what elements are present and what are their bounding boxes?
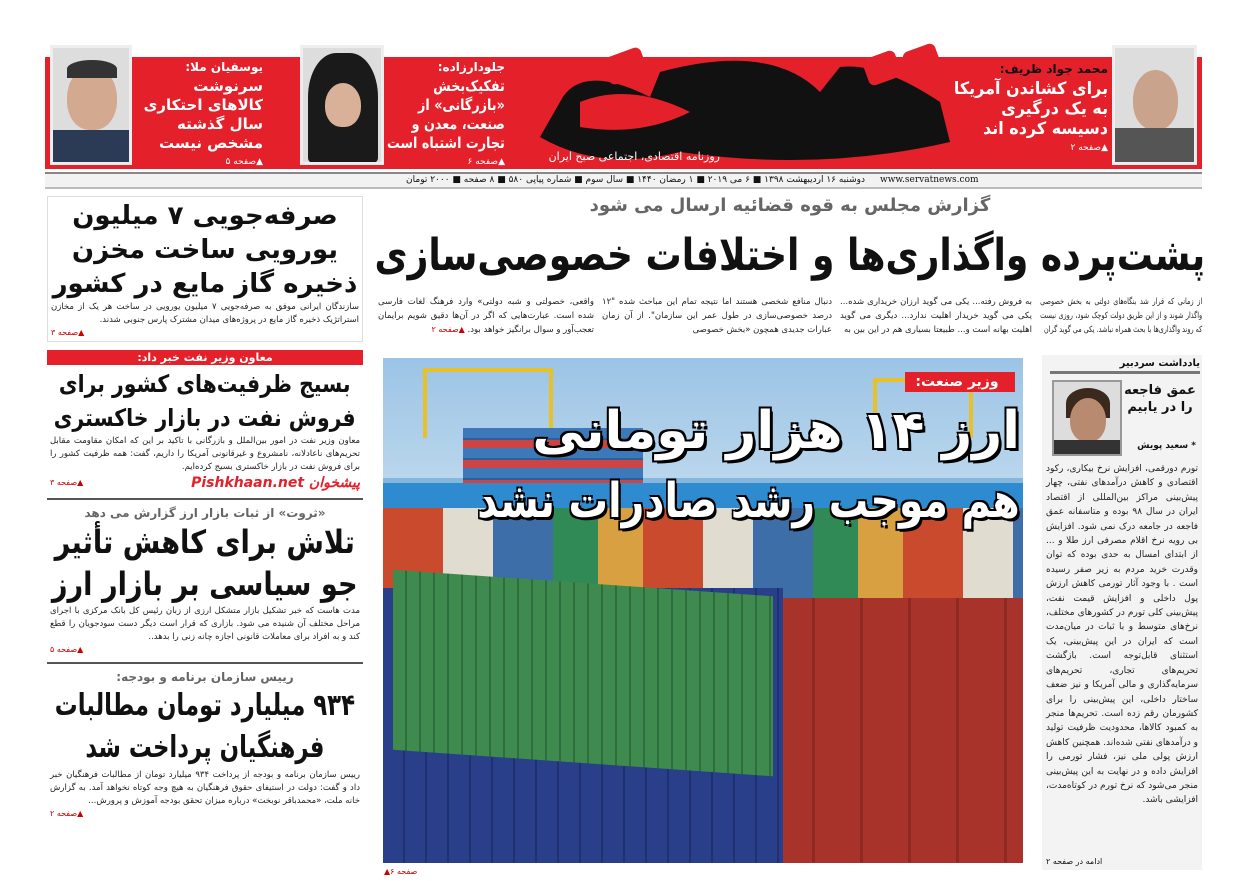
story-box: [47, 196, 363, 342]
lead-headline[interactable]: پشت‌پرده واگذاری‌ها و اختلافات خصوصی‌سازی: [374, 230, 1205, 281]
pishkhaan-watermark: پیشخوان Pishkhaan.net: [191, 475, 360, 491]
left-story-headline[interactable]: صرفه‌جویی ۷ میلیون یورویی ساخت مخزن ذخیره گاز مایع در کشور: [52, 201, 358, 299]
lead-column-last: [378, 295, 594, 337]
teaser-kicker: یوسفیان ملا:: [185, 60, 263, 74]
lead-column: واقعی، خصولتی و شبه دولتی» وارد فرهنگ لغات فارسی شده است. عبارت‌هایی که اگر در آن‌ها دقیق شویم برایمان تعجب‌آور و سوال برانگیز خواهد بود.: [378, 297, 594, 335]
teaser-photo-yousefian: [50, 45, 132, 165]
teaser-yousefian: [135, 60, 263, 168]
divider: [47, 662, 363, 664]
page-ref[interactable]: ▲صفحه ۳: [51, 328, 85, 337]
teaser-zarif: [950, 62, 1108, 154]
teaser-jelodarzadeh: [387, 60, 505, 168]
story-currency: [47, 503, 363, 658]
left-story-headline[interactable]: ۹۳۴ میلیارد تومان مطالبات فرهنگیان پرداخت شد: [54, 688, 356, 765]
left-story-headline[interactable]: بسیج ظرفیت‌های کشور برای فروش نفت در بازار خاکستری: [54, 370, 356, 432]
teaser-kicker: محمد جواد ظریف:: [999, 62, 1108, 76]
editorial-author: * سعید پویش: [1137, 441, 1196, 451]
left-story-headline[interactable]: تلاش برای کاهش تأثیر جو سیاسی بر بازار ارز: [52, 523, 358, 603]
teaser-page[interactable]: ▲صفحه ۲: [1070, 143, 1108, 153]
date-bar: [45, 172, 1202, 189]
left-story-body: معاون وزیر نفت در امور بین‌الملل و بازرگانی با تاکید بر این که امکان مقاومت مقابل تحریم‌های ناعادلانه، نامشروع و غیرقانونی آمریکا را داریم، گفت: همه ظرفیت کشور را برای فروش نفت در بازار خاکستری بسیج کرده‌ایم.: [50, 436, 360, 472]
lead-kicker: گزارش مجلس به قوه قضائیه ارسال می شود: [589, 195, 991, 216]
story-teachers: [47, 667, 363, 822]
teaser-page[interactable]: ▲صفحه ۵: [225, 157, 263, 167]
page-ref[interactable]: ▲صفحه ۳: [50, 478, 84, 487]
green-container: [393, 570, 773, 777]
teaser-title[interactable]: سرنوشت کالاهای احتکاری سال گذشته مشخص نیست: [143, 77, 263, 152]
lead-page-ref[interactable]: ▲صفحه ۲: [431, 325, 465, 334]
page-ref-row: [50, 474, 360, 492]
photo-story-page-ref[interactable]: ▲صفحه ۶: [384, 867, 418, 876]
left-story-body: رییس سازمان برنامه و بودجه از پرداخت ۹۳۴ میلیارد تومان از مطالبات فرهنگیان خبر داد و گفت: دولت در استیفای حقوق فرهنگیان به هیچ وجه کوتاه نخواهد آمد. به گزارش خانه ملت، «محمدباقر نوبخت» درباره میزان تحقق بودجه آموزش و پرورش...: [50, 770, 361, 806]
teaser-kicker: جلودارزاده:: [437, 60, 505, 74]
left-story-kicker: «ثروت» از ثبات بازار ارز گزارش می دهد: [84, 506, 326, 520]
photo-story-kicker: وزیر صنعت:: [905, 372, 1015, 392]
photo-story-headline-1[interactable]: ارز ۱۴ هزار تومانی: [532, 401, 1020, 461]
left-column: [47, 196, 363, 878]
tagline: روزنامه اقتصادی، اجتماعی صبح ایران: [548, 150, 720, 163]
left-story-body: مدت هاست که خبر تشکیل بازار متشکل ارزی از زبان رئیس کل بانک مرکزی با اجرای مراحل مختلف آن شنیده می شود. بازاری که قرار است دیگر دست سودجویان را قطع کند و به افراد برای معاملات قانونی اجازه چانه زنی را بدهد..: [50, 606, 360, 642]
left-story-body: سازندگان ایرانی موفق به صرفه‌جویی ۷ میلیون یورویی در ساخت هر یک از مخازن استراتژیک ذخیره گاز مایع در پروژه‌های میدان مشترک پارس جنوبی شدند.: [51, 302, 359, 325]
website[interactable]: www.servatnews.com: [880, 175, 979, 185]
left-story-kicker: معاون وزیر نفت خبر داد:: [47, 350, 363, 365]
divider: [47, 498, 363, 500]
left-story-kicker: رییس سازمان برنامه و بودجه:: [116, 670, 294, 684]
teaser-photo-zarif: [1112, 45, 1197, 165]
teaser-photo-jelodarzadeh: [300, 45, 384, 165]
photo-story-headline-2[interactable]: هم موجب رشد صادرات نشد: [477, 473, 1020, 529]
story-oil: [47, 365, 363, 494]
lead-column: به فروش رفته... یکی می گوید ارزان خریداری شده... یکی می گوید خریدار اهلیت ندارد... دیگری می گوید اهلیت بهانه است و... طبیعتا بسیاری هم در این بین به: [840, 297, 1032, 335]
page-ref[interactable]: ▲صفحه ۵: [50, 645, 84, 654]
editorial-continue[interactable]: ادامه در صفحه ۲: [1046, 857, 1103, 866]
teaser-page[interactable]: ▲صفحه ۶: [467, 157, 505, 167]
page-ref[interactable]: ▲صفحه ۲: [50, 809, 84, 818]
teaser-title[interactable]: برای کشاندن آمریکا به یک درگیری دسیسه کرده اند: [953, 79, 1108, 139]
lead-column: دنبال منافع شخصی هستند اما نتیجه تمام این مباحث شده "۱۲ درصد خصوصی‌سازی در طول عمر این سازمان". از آن زمان عبارات جدیدی همچون «بخش خصوصی: [602, 297, 832, 335]
teaser-title[interactable]: تفکیک‌بخش «بازرگانی» از صنعت، معدن و تجارت اشتباه است: [387, 77, 505, 152]
lead-column: از زمانی که قرار شد بنگاه‌های دولتی به بخش خصوصی واگذار شوند و از این طریق دولت کوچک شود، روزی نیست که روند واگذاری‌ها با بحث همراه نباشد. یکی می گوید گران: [1040, 297, 1202, 335]
editorial-body: تورم دورقمی، افزایش نرخ بیکاری، رکود اقتصادی و کاهش درآمدهای نفتی، چهار پیش‌بینی مراکز بین‌المللی از اقتصاد ایران در سال ۹۸ بوده و متاسفانه عمق فاجعه در جامعه درک نمی شود. افزایش بی رویه نرخ اقلام مصرفی ارز طلا و ... از ابتدای امسال به حدی بوده که توان وقدرت خرید مردم به زیر صفر رسیده است . با وجود آثار تورمی کاهش ارزش پول داخلی و افزایش قیمت نفت، پیش‌بینی کلی تورم در کشورهای مختلف، نرخ‌های متوسط و با ثبات در میان‌مدت است که ایران در این پیش‌بینی، یک استثنای قابل‌توجه است. بازگشت تحریم‌های تجاری، تحریم‌های سرمایه‌گذاری و مالی آمریکا و نیز ضعف ساختار داخلی، این پیش‌بینی را برای کشورمان رقم زده است. تحریم‌ها منجر به کمبود کالاها، محدودیت ظرفیت تولید و درآمدهای نفتی شده‌اند. همچنین کاهش ارزش پولی ملی نیز، فشار تورمی را افزایش داده و در نهایت به این پیش‌بینی منجر می‌شود که نرخ تورم در کوتاه‌مدت، افزایشی باشد.: [1046, 464, 1198, 806]
editorial-section-label: یادداشت سردبیر: [1050, 357, 1200, 374]
editorial-title[interactable]: عمق فاجعه را در یابیم: [1124, 383, 1196, 415]
date-line: دوشنبه ۱۶ اردیبهشت ۱۳۹۸ ■ ۶ می ۲۰۱۹ ■ ۱ رمضان ۱۴۴۰ ■ سال سوم ■ شماره پیاپی ۵۸۰ ■ ۸ صفحه ■ ۲۰۰۰ تومان: [406, 175, 865, 185]
editorial-author-photo: [1052, 380, 1122, 456]
